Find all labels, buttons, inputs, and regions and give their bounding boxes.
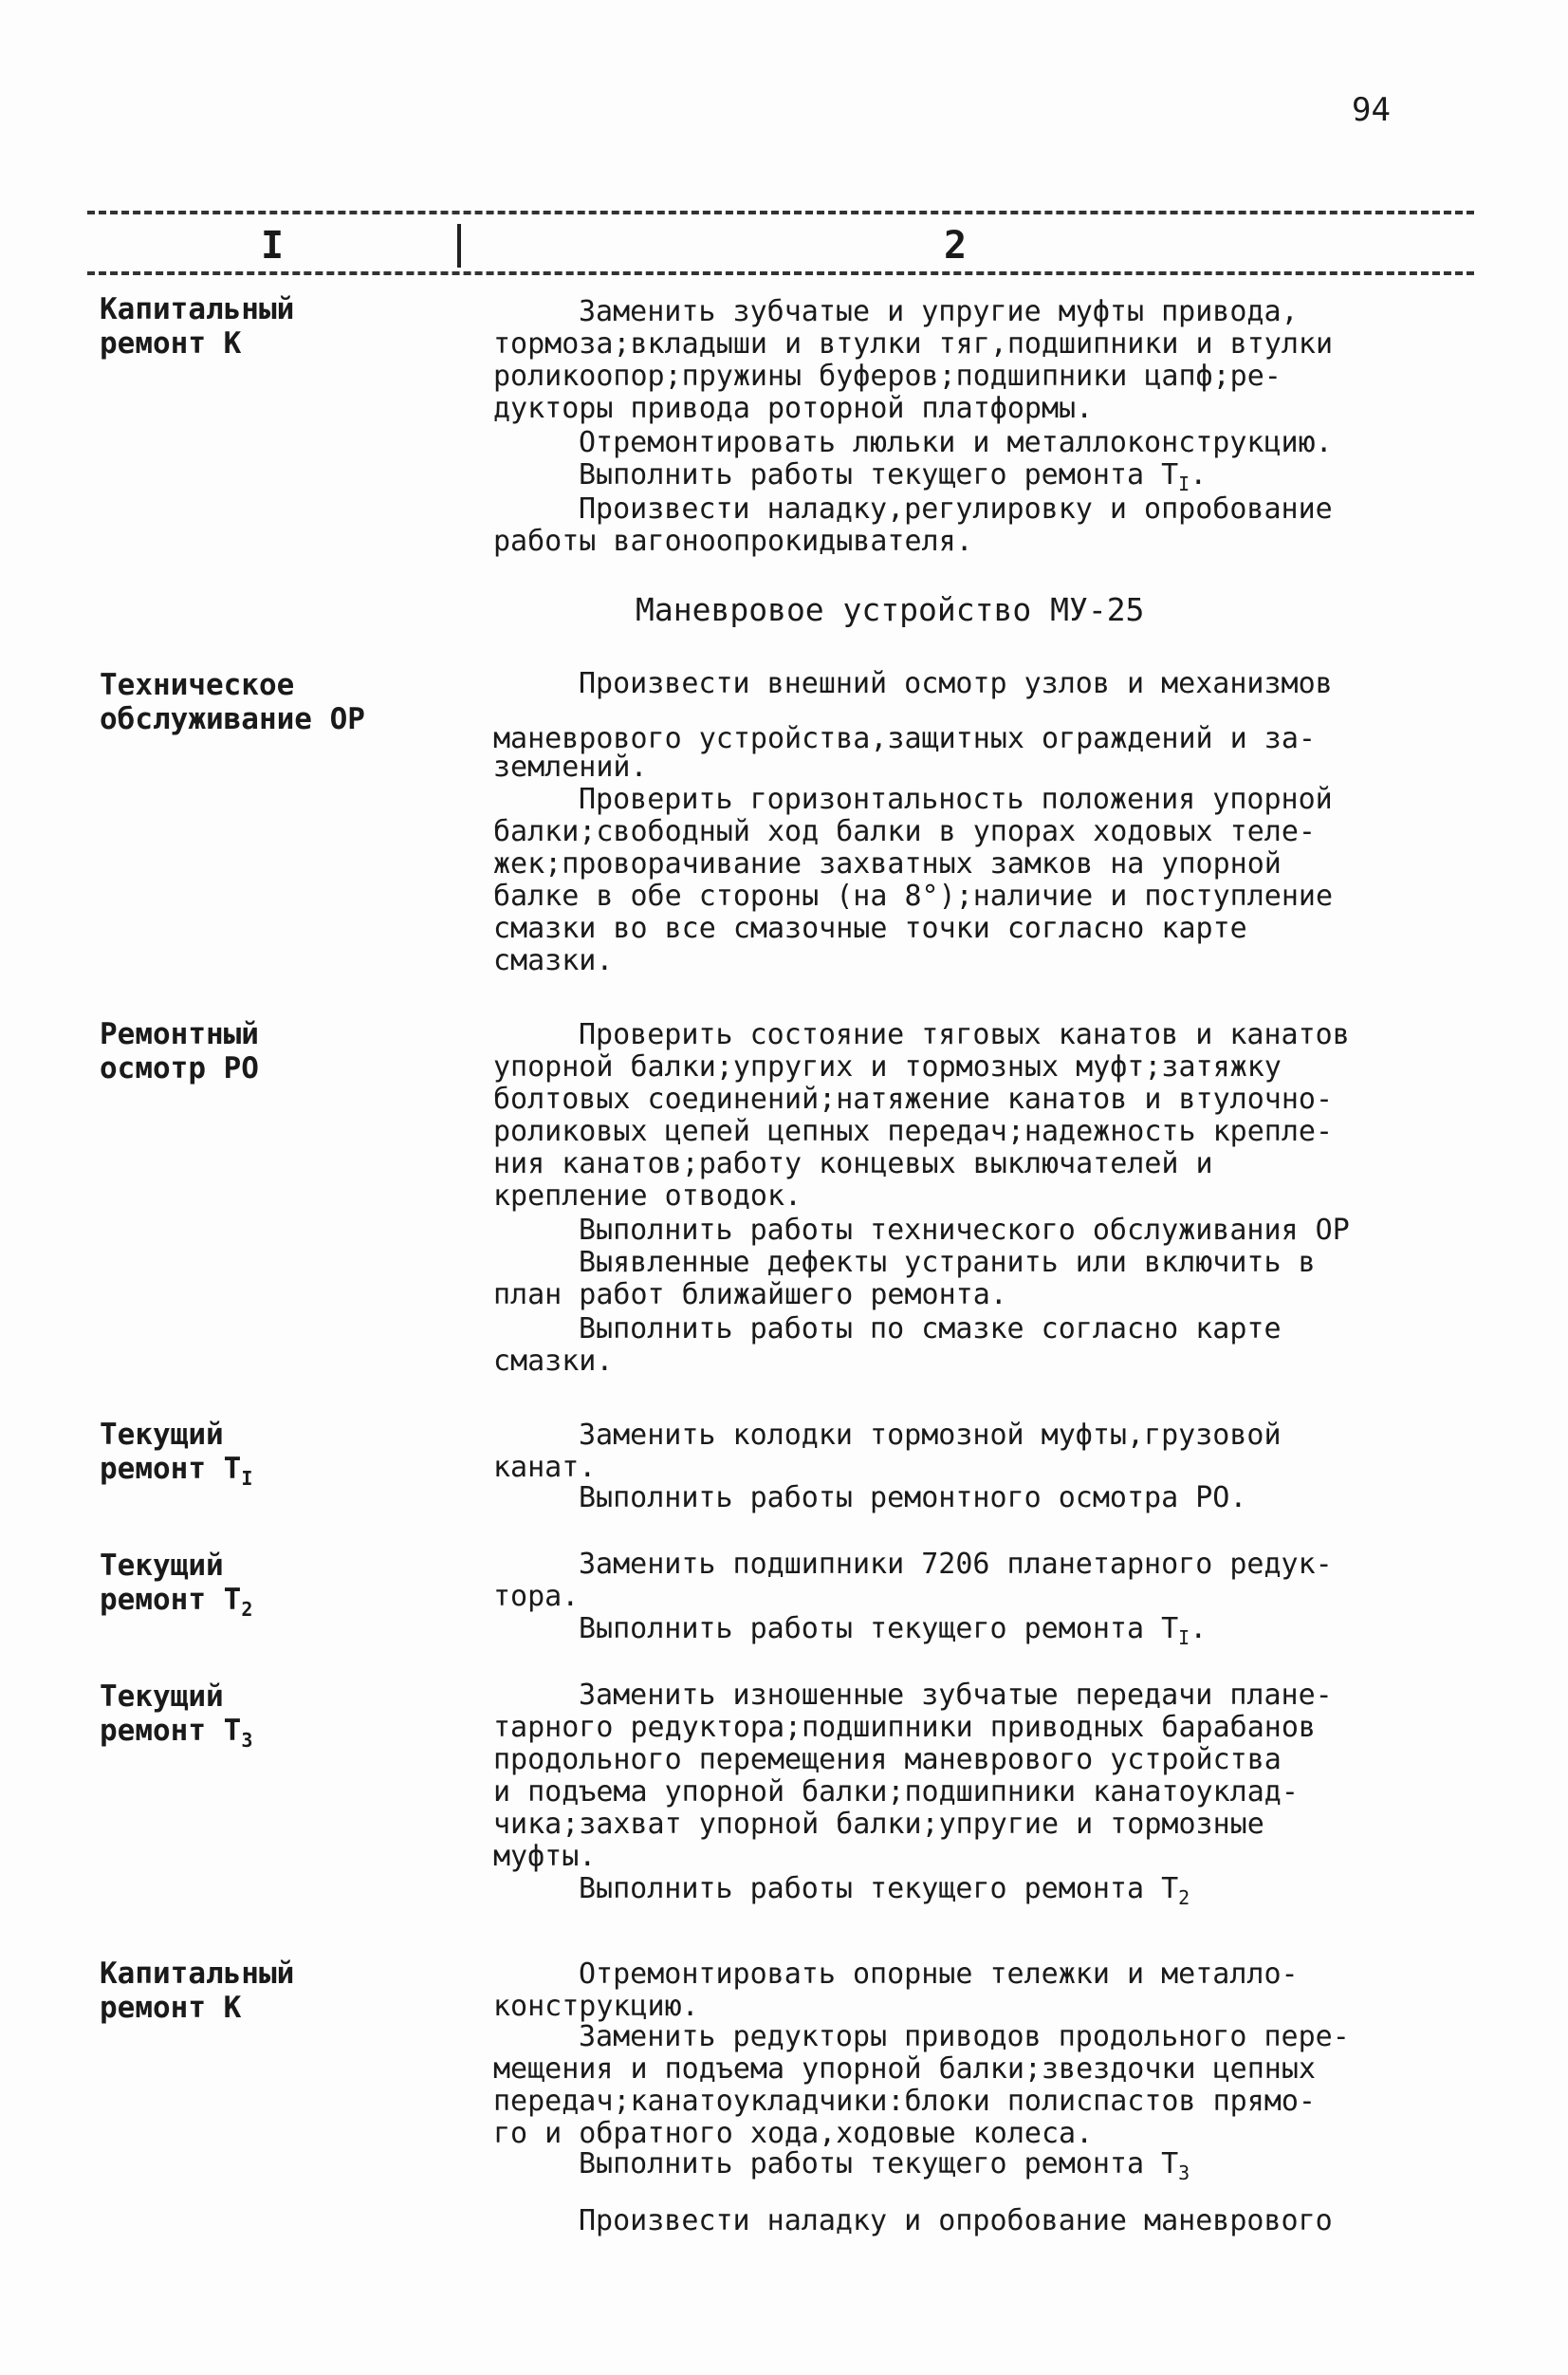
text-line: жек;проворачивание захватных замков на упорной xyxy=(493,847,1282,881)
text-line: тарного редуктора;подшипники приводных барабанов xyxy=(493,1711,1316,1744)
text-line: тормоза;вкладыши и втулки тяг,подшипники и втулки xyxy=(493,327,1334,361)
text-line: землений. xyxy=(493,751,648,784)
text-line: мещения и подъема упорной балки;звездочки цепных xyxy=(493,2052,1316,2086)
term-capital-repair: Капитальный ремонт К xyxy=(100,292,295,361)
text-line: смазки. xyxy=(493,944,614,977)
column-separator xyxy=(457,224,461,268)
text-line: балке в обе стороны (на 8°);наличие и поступление xyxy=(493,880,1334,913)
text-line: муфты. xyxy=(493,1840,597,1873)
text-line: Выполнить работы текущего ремонта $Т_I$. xyxy=(579,458,1208,495)
text-line: смазки. xyxy=(493,1345,614,1378)
text-line: Заменить редукторы приводов продольного пере- xyxy=(579,2020,1350,2053)
text-line: Отремонтировать люльки и металлоконструкцию. xyxy=(579,426,1333,459)
text-line: роликовых цепей цепных передач;надежность крепле- xyxy=(493,1115,1334,1148)
text-line: го и обратного хода,ходовые колеса. xyxy=(493,2117,1094,2150)
table-header-rule-bottom xyxy=(87,271,1474,275)
text-line: балки;свободный ход балки в упорах ходовых теле- xyxy=(493,815,1316,848)
text-line: Выполнить работы текущего ремонта $Т_2$ xyxy=(579,1872,1190,1909)
text-line: Проверить состояние тяговых канатов и канатов xyxy=(579,1018,1350,1051)
term-current-repair-1: Текущий ремонт $Т_I$ xyxy=(100,1418,253,1491)
text-line: упорной балки;упругих и тормозных муфт;затяжку xyxy=(493,1050,1282,1084)
text-line: Выполнить работы технического обслуживания ОР xyxy=(579,1214,1350,1247)
text-line: работы вагоноопрокидывателя. xyxy=(493,525,973,558)
text-line: Заменить зубчатые и упругие муфты привода, xyxy=(579,295,1299,328)
text-line: Заменить изношенные зубчатые передачи плане- xyxy=(579,1679,1333,1712)
text-line: роликоопор;пружины буферов;подшипники цапф;ре- xyxy=(493,360,1282,393)
text-line: Произвести наладку,регулировку и опробование xyxy=(579,492,1333,526)
text-line: Заменить колодки тормозной муфты,грузовой xyxy=(579,1419,1282,1452)
text-line: канат. xyxy=(493,1451,597,1484)
text-line: смазки во все смазочные точки согласно карте xyxy=(493,912,1247,945)
term-capital-repair-2: Капитальный ремонт К xyxy=(100,1957,295,2025)
text-line: Выполнить работы текущего ремонта $Т_I$. xyxy=(579,1612,1208,1649)
term-repair-inspection: Ремонтный осмотр РО xyxy=(100,1017,259,1085)
text-line: Выполнить работы текущего ремонта $Т_3$ xyxy=(579,2147,1190,2184)
text-line: Произвести внешний осмотр узлов и механизмов xyxy=(579,667,1333,700)
text-line: Заменить подшипники 7206 планетарного редук- xyxy=(579,1548,1333,1581)
text-line: передач;канатоукладчики:блоки полиспастов прямо- xyxy=(493,2085,1316,2118)
text-line: чика;захват упорной балки;упругие и тормозные xyxy=(493,1808,1264,1841)
text-line: план работ ближайшего ремонта. xyxy=(493,1278,1007,1311)
term-current-repair-2: Текущий ремонт $Т_2$ xyxy=(100,1549,253,1622)
text-line: конструкцию. xyxy=(493,1990,699,2023)
text-line: Произвести наладку и опробование маневрового xyxy=(579,2204,1333,2237)
text-line: и подъема упорной балки;подшипники канатоуклад- xyxy=(493,1775,1299,1809)
text-line: Выполнить работы по смазке согласно карте xyxy=(579,1312,1282,1345)
text-line: Выявленные дефекты устранить или включить в xyxy=(579,1246,1316,1279)
column-1-number: I xyxy=(261,224,285,268)
text-line: тора. xyxy=(493,1580,580,1613)
text-line: болтовых соединений;натяжение канатов и втулочно- xyxy=(493,1083,1334,1116)
page-number: 94 xyxy=(1352,91,1391,129)
text-line: Проверить горизонтальность положения упорной xyxy=(579,783,1333,816)
text-line: крепление отводок. xyxy=(493,1179,802,1213)
text-line: ния канатов;работу концевых выключателей и xyxy=(493,1147,1213,1180)
term-current-repair-3: Текущий ремонт $Т_3$ xyxy=(100,1679,253,1753)
table-header-rule-top xyxy=(87,211,1474,214)
column-2-number: 2 xyxy=(944,224,968,268)
section-heading: Маневровое устройство МУ-25 xyxy=(636,591,1145,628)
text-line: дукторы привода роторной платформы. xyxy=(493,392,1094,425)
text-line: Выполнить работы ремонтного осмотра РО. xyxy=(579,1481,1247,1514)
text-line: маневрового устройства,защитных ограждений и за- xyxy=(493,722,1316,755)
term-maintenance: Техническое обслуживание ОР xyxy=(100,668,365,736)
text-line: продольного перемещения маневрового устройства xyxy=(493,1743,1282,1776)
text-line: Отремонтировать опорные тележки и металло- xyxy=(579,1958,1299,1991)
